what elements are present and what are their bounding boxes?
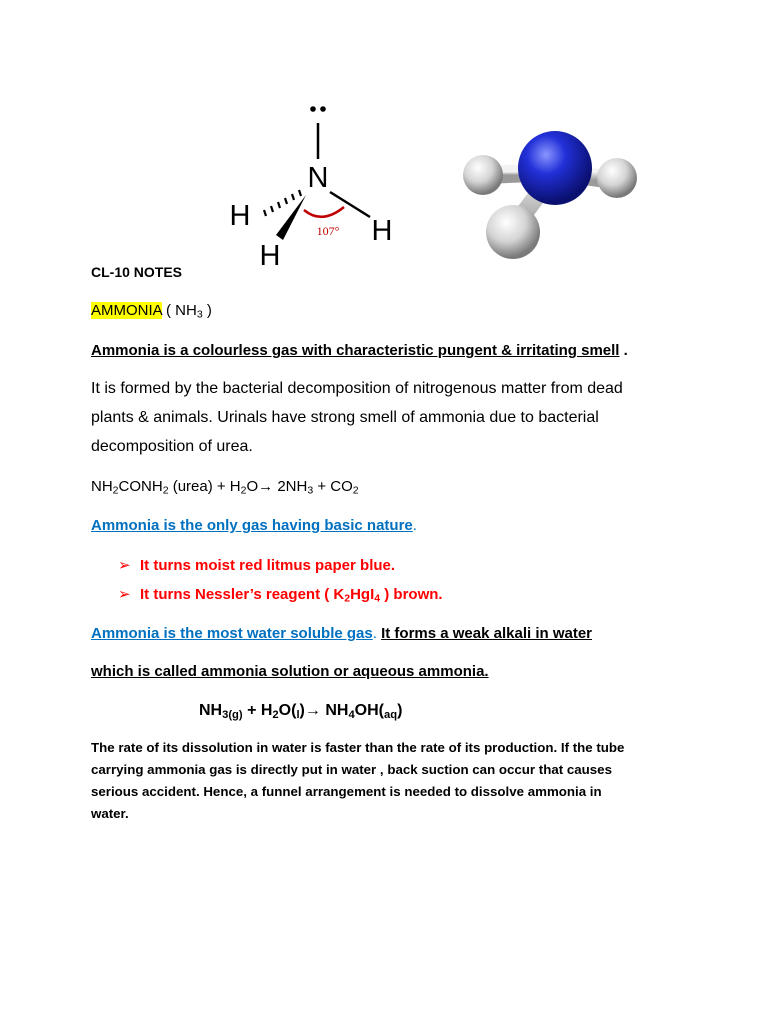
para-formation-line-2: plants & animals. Urinals have strong smell of ammonia due to bacterial: [91, 409, 599, 426]
ammonia-structural-formula: [220, 95, 410, 270]
eq1-sub: 2: [240, 484, 247, 497]
eq2-part: NH: [199, 702, 223, 719]
eq2-sub: 3(g): [222, 708, 243, 721]
eq2-sub: aq: [384, 708, 398, 721]
h-atom-left-label: H: [229, 200, 251, 232]
heading-water-soluble-line-2: which is called ammonia solution or aqueous ammonia.: [91, 663, 489, 680]
class-notes-label: CL-10 NOTES: [91, 264, 183, 280]
water-soluble-blue-text: Ammonia is the most water soluble gas: [91, 625, 373, 642]
water-soluble-blue-end: .: [372, 625, 377, 642]
eq1-part: NH: [91, 478, 113, 495]
heading-basic-nature-end: .: [412, 517, 417, 534]
eq2-sub: l: [296, 708, 300, 721]
bullet-litmus: [118, 556, 395, 574]
para-dissolution-line-1: The rate of its dissolution in water is faster than the rate of its production. If the tube: [91, 740, 625, 755]
water-soluble-black-text: It forms a weak alkali in water: [381, 625, 593, 642]
eq2-part: O(: [278, 702, 297, 719]
h-atom-right-label: H: [371, 215, 393, 247]
para-formation-line-3: decomposition of urea.: [91, 438, 253, 455]
title-highlight: AMMONIA: [91, 302, 162, 319]
eq2-sub: 4: [348, 708, 355, 721]
heading-colourless-gas-end: .: [619, 342, 628, 359]
heading-water-soluble: [91, 625, 592, 642]
para-dissolution-line-3: serious accident. Hence, a funnel arrangement is needed to dissolve ammonia in: [91, 784, 602, 799]
eq2-sub: 2: [272, 708, 279, 721]
bullet-nessler-sub: 2: [344, 592, 351, 605]
heading-basic-nature-text: Ammonia is the only gas having basic nature: [91, 517, 413, 534]
bullet-nessler-sub: 4: [374, 592, 381, 605]
eq2-part: ): [397, 702, 403, 719]
eq1-sub: 2: [352, 484, 359, 497]
h-atom-bottom-label: H: [259, 240, 281, 270]
bullet-nessler: [118, 585, 443, 603]
eq2-part: OH(: [354, 702, 384, 719]
eq1-part: + CO: [313, 478, 353, 495]
ammonia-3d-model: [455, 120, 645, 270]
document-title: [91, 302, 212, 319]
para-dissolution-line-2: carrying ammonia gas is directly put in water , back suction can occur that causes: [91, 762, 612, 777]
eq2-part: )→ NH: [299, 702, 349, 719]
title-formula-end: ): [202, 302, 212, 319]
equation-urea: [91, 478, 359, 495]
title-formula: ( NH: [161, 302, 197, 319]
eq1-sub: 3: [307, 484, 314, 497]
n-atom-label: N: [307, 162, 329, 194]
bullet-nessler-part: It turns Nessler’s reagent ( K: [140, 586, 345, 603]
title-formula-sub: 3: [196, 308, 203, 321]
bullet-nessler-part: HgI: [350, 586, 375, 603]
heading-basic-nature: [91, 517, 417, 534]
para-dissolution-line-4: water.: [91, 806, 129, 821]
para-formation-line-1: It is formed by the bacterial decomposition of nitrogenous matter from dead: [91, 380, 623, 397]
heading-colourless-gas-text: Ammonia is a colourless gas with characteristic pungent & irritating smell: [91, 342, 620, 359]
bullet-litmus-text: It turns moist red litmus paper blue.: [140, 557, 396, 574]
bullet-nessler-part: ) brown.: [380, 586, 443, 603]
equation-ammonia-water: [199, 702, 402, 720]
eq1-sub: 2: [112, 484, 119, 497]
arrow-bullet-icon: ➢: [118, 586, 131, 603]
arrow-bullet-icon: ➢: [118, 557, 131, 574]
eq1-sub: 2: [162, 484, 169, 497]
eq2-part: + H: [242, 702, 273, 719]
eq1-part: CONH: [118, 478, 163, 495]
bond-angle-label: 107°: [316, 224, 340, 238]
eq1-part: O→ 2NH: [246, 478, 308, 495]
eq1-part: (urea) + H: [168, 478, 241, 495]
heading-colourless-gas: [91, 342, 628, 359]
